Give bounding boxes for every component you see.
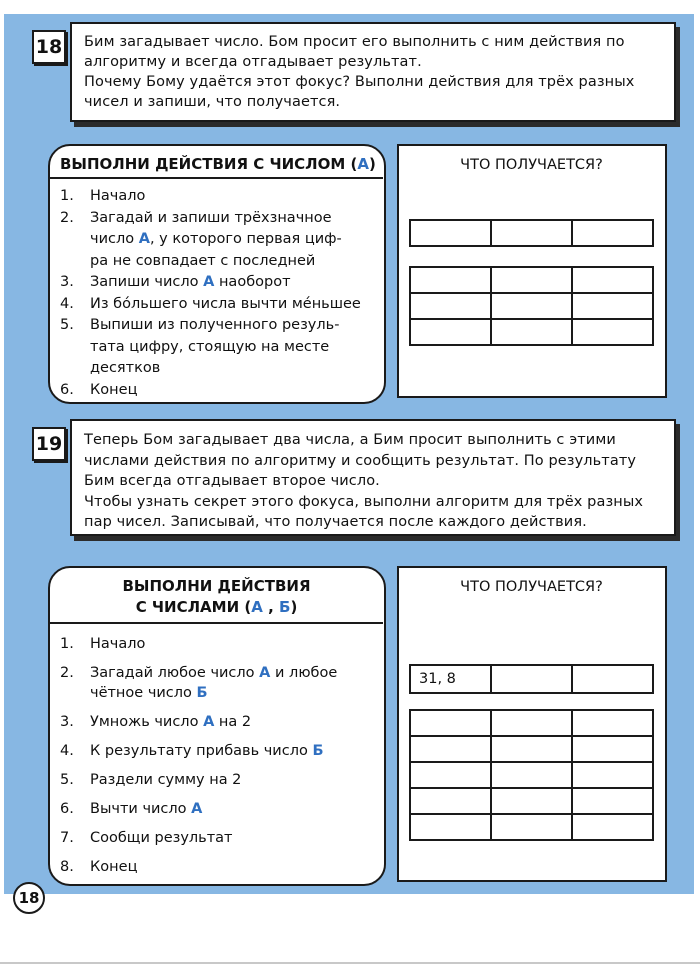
answer-cell[interactable] xyxy=(410,814,491,840)
page-number: 18 xyxy=(13,882,45,914)
task-19-line-2: числами действия по алгоритму и сообщить результат. По результату xyxy=(84,452,637,469)
step-text: Загадай любое число А и любое чётное число Б xyxy=(90,665,338,701)
answer-cell[interactable] xyxy=(410,736,491,762)
step-number: 7. xyxy=(60,830,74,846)
answer-cell[interactable] xyxy=(410,710,491,736)
answer-cell[interactable] xyxy=(491,267,572,293)
task-19-line-1: Теперь Бом загадывает два числа, а Бим просит выполнить с этими xyxy=(84,432,616,448)
task-19-step-2 xyxy=(50,663,380,703)
letter-a: А xyxy=(259,665,271,681)
step-number: 6. xyxy=(60,381,74,398)
answer-cell[interactable] xyxy=(491,665,572,693)
answer-cell[interactable] xyxy=(491,736,572,762)
task-18-line-3: Почему Бому удаётся этот фокус? Выполни действия для трёх разных xyxy=(84,74,635,90)
task-18-grid-rows-2-4 xyxy=(409,266,654,346)
task-19-algorithm-title xyxy=(50,576,383,618)
step-text: Выпиши из полученного резуль- xyxy=(90,317,340,333)
answer-cell[interactable] xyxy=(410,788,491,814)
answer-cell[interactable] xyxy=(572,665,653,693)
step-text: ра не совпадает с последней xyxy=(90,252,316,269)
step-number: 2. xyxy=(60,665,74,681)
task-19-algorithm-box xyxy=(48,566,386,886)
task-19-title-suffix: ) xyxy=(290,598,298,616)
step-text: число xyxy=(90,231,139,247)
answer-cell[interactable] xyxy=(491,814,572,840)
step-text: Из бо́льшего числа вычти ме́ньшее xyxy=(90,295,361,312)
letter-a: А xyxy=(203,274,215,290)
answer-cell[interactable] xyxy=(572,788,653,814)
step-text: наоборот xyxy=(214,274,291,290)
step-text: Запиши число xyxy=(90,274,204,290)
task-18-line-4: чисел и запиши, что получается. xyxy=(84,94,341,110)
task-19-title-line-2 xyxy=(50,597,383,618)
task-18-statement xyxy=(84,32,669,112)
task-18-title-divider xyxy=(50,177,383,179)
bottom-divider xyxy=(0,962,700,964)
step-number: 8. xyxy=(60,859,74,875)
letter-b: Б xyxy=(196,685,208,701)
task-19-result-box xyxy=(397,566,667,882)
task-18-step-4 xyxy=(50,294,380,316)
step-text: тата цифру, стоящую на месте xyxy=(90,338,330,355)
task-18-step-6 xyxy=(50,380,380,402)
step-text: К результату прибавь число Б xyxy=(90,743,324,759)
task-18-title-suffix: ) xyxy=(368,155,376,173)
task-19-title-letter-b: Б xyxy=(279,598,291,616)
letter-a: А xyxy=(203,714,215,730)
task-19-grid-row-1 xyxy=(409,664,654,694)
task-19-step-8 xyxy=(50,857,380,877)
task-18-step-2 xyxy=(50,208,380,273)
task-19-title-divider xyxy=(50,622,383,624)
answer-cell[interactable] xyxy=(491,762,572,788)
task-19-step-6 xyxy=(50,799,380,819)
task-18-statement-box xyxy=(70,22,676,122)
task-19-title-sep: , xyxy=(262,598,279,616)
task-number-19-text: 19 xyxy=(35,433,63,455)
step-text: Загадай и запиши трёхзначное xyxy=(90,209,332,226)
task-18-algorithm-title xyxy=(60,155,376,173)
step-number: 6. xyxy=(60,801,74,817)
answer-cell[interactable] xyxy=(572,220,653,246)
task-18-step-5 xyxy=(50,315,380,380)
step-text: Умножь число А на 2 xyxy=(90,714,252,730)
step-text: Вычти число А xyxy=(90,801,203,817)
answer-cell[interactable] xyxy=(491,220,572,246)
step-number: 2. xyxy=(60,209,74,226)
task-18-result-box xyxy=(397,144,667,398)
answer-cell[interactable] xyxy=(572,762,653,788)
task-18-algorithm-box xyxy=(48,144,386,404)
task-19-statement xyxy=(84,430,669,533)
task-18-steps xyxy=(50,186,380,401)
answer-cell[interactable] xyxy=(572,710,653,736)
answer-cell[interactable] xyxy=(572,814,653,840)
letter-a: А xyxy=(191,801,203,817)
step-number: 5. xyxy=(60,317,74,333)
step-text: Конец xyxy=(90,859,138,875)
task-18-step-1 xyxy=(50,186,380,208)
step-number: 1. xyxy=(60,636,74,652)
step-text: десятков xyxy=(90,360,161,376)
task-19-line-5: пар чисел. Записывай, что получается после каждого действия. xyxy=(84,514,587,530)
task-19-step-5 xyxy=(50,770,380,790)
step-number: 4. xyxy=(60,743,74,759)
task-19-title-prefix: С ЧИСЛАМИ ( xyxy=(135,598,252,616)
answer-cell[interactable] xyxy=(572,293,653,319)
letter-b: Б xyxy=(312,743,324,759)
task-19-line-3: Бим всегда отгадывает второе число. xyxy=(84,473,380,489)
task-19-result-title: ЧТО ПОЛУЧАЕТСЯ? xyxy=(460,579,603,595)
task-19-step-7 xyxy=(50,828,380,848)
step-text: Начало xyxy=(90,188,146,204)
answer-cell[interactable] xyxy=(410,762,491,788)
answer-cell[interactable] xyxy=(491,788,572,814)
step-text: Раздели сумму на 2 xyxy=(90,772,242,788)
task-number-19 xyxy=(32,427,66,461)
task-18-grid-row-1 xyxy=(409,219,654,247)
task-19-step-3 xyxy=(50,712,380,732)
task-19-grid-rows-2-6 xyxy=(409,709,654,841)
answer-cell[interactable] xyxy=(572,736,653,762)
answer-cell[interactable] xyxy=(491,710,572,736)
task-number-18-text: 18 xyxy=(35,36,63,58)
step-number: 3. xyxy=(60,274,74,290)
task-19-step-4 xyxy=(50,741,380,761)
task-19-title-letter-a: А xyxy=(251,598,263,616)
task-18-step-3 xyxy=(50,272,380,294)
example-cell: 31, 8 xyxy=(410,665,491,693)
task-18-line-1: Бим загадывает число. Бом просит его выполнить с ним действия по xyxy=(84,34,625,50)
task-18-title-prefix: ВЫПОЛНИ ДЕЙСТВИЯ С ЧИСЛОМ ( xyxy=(60,155,358,173)
step-number: 4. xyxy=(60,295,74,312)
answer-cell[interactable] xyxy=(410,293,491,319)
task-number-18 xyxy=(32,30,66,64)
step-number: 1. xyxy=(60,188,74,204)
task-19-statement-box xyxy=(70,419,676,536)
answer-cell[interactable] xyxy=(491,319,572,345)
task-19-line-4: Чтобы узнать секрет этого фокуса, выполни алгоритм для трёх разных xyxy=(84,493,644,510)
task-18-title-letter: А xyxy=(357,155,369,173)
task-19-steps xyxy=(50,634,380,877)
step-number: 5. xyxy=(60,772,74,788)
answer-cell[interactable] xyxy=(491,293,572,319)
task-19-step-1 xyxy=(50,634,380,654)
task-18-line-2: алгоритму и всегда отгадывает результат. xyxy=(84,54,422,70)
step-number: 3. xyxy=(60,714,74,730)
step-text: Конец xyxy=(90,381,138,398)
answer-cell[interactable] xyxy=(410,267,491,293)
letter-a: А xyxy=(138,231,150,247)
answer-cell[interactable] xyxy=(572,319,653,345)
step-text: , у которого первая циф- xyxy=(149,231,342,247)
step-text: Сообщи результат xyxy=(90,830,233,846)
answer-cell[interactable] xyxy=(572,267,653,293)
task-19-title-line-1: ВЫПОЛНИ ДЕЙСТВИЯ xyxy=(122,577,311,595)
answer-cell[interactable] xyxy=(410,319,491,345)
task-18-result-title: ЧТО ПОЛУЧАЕТСЯ? xyxy=(460,157,603,173)
answer-cell[interactable] xyxy=(410,220,491,246)
step-text: Начало xyxy=(90,636,146,652)
